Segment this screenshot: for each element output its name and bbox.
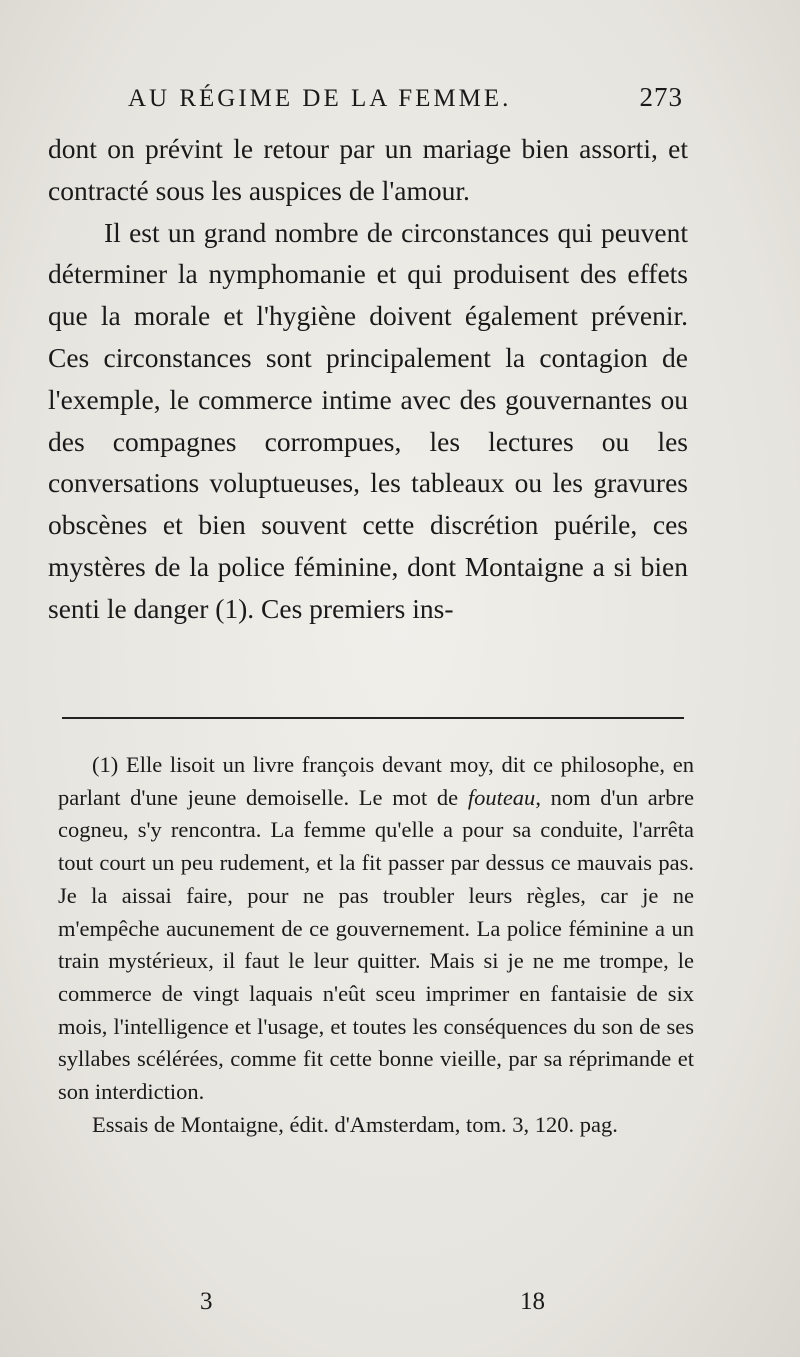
signature-mark: 3 bbox=[200, 1288, 213, 1315]
running-title: AU RÉGIME DE LA FEMME. bbox=[128, 85, 512, 112]
paragraph-continued: dont on prévint le retour par un mariage bien assorti, et contracté sous les auspices de l'amour. bbox=[48, 133, 688, 206]
page-footer bbox=[0, 1288, 800, 1328]
footnote-source: Essais de Montaigne, édit. d'Amsterdam, tom. 3, 120. pag. bbox=[92, 1111, 618, 1137]
main-text bbox=[48, 128, 688, 630]
footnote-italic-word: fouteau bbox=[467, 784, 536, 810]
paragraph-circumstances: Il est un grand nombre de circonstances qui peuvent déterminer la nymphomanie et qui produisent des effets que la morale et l'hygiène doivent également prévenir. Ces circonstances sont principalement la contagion de l'exemple, le commerce intime avec des gouvernantes ou des compagnes corrompues, les lectures ou les conversations voluptueuses, les tableaux ou les gravures obscènes et bien souvent cette discrétion puérile, ces mystères de la police féminine, dont Montaigne a si bien senti le danger (1). Ces premiers ins- bbox=[48, 216, 688, 624]
sheet-number: 18 bbox=[520, 1288, 545, 1315]
page-number: 273 bbox=[639, 82, 683, 112]
footnote-text-start: (1) Elle lisoit un livre françois devant moy, dit ce philosophe, en parlant d'une jeune demoiselle. Le mot de bbox=[58, 752, 694, 810]
footnote-text-end: , nom d'un arbre cogneu, s'y rencontra. La femme qu'elle a pour sa conduite, l'arrêta tout court un peu rudement, et la fit passer par dessus ce mauvais pas. Je la aissai faire, pour ne pas troubler leurs règles, car je ne m'empêche aucunement de ce gouvernement. La police féminine a un train mystérieux, il faut le leur quitter. Mais si je ne me trompe, le commerce de vingt laquais n'eût sceu imprimer en fantaisie de six mois, l'intelligence et l'usage, et toutes les conséquences du son de ses syllabes scélérées, comme fit cette bonne vieille, par sa réprimande et son interdiction. bbox=[58, 784, 694, 1105]
footnote-text bbox=[58, 749, 694, 1109]
running-head bbox=[128, 82, 683, 122]
footnote-rule bbox=[62, 717, 684, 719]
footnote bbox=[58, 749, 694, 1141]
